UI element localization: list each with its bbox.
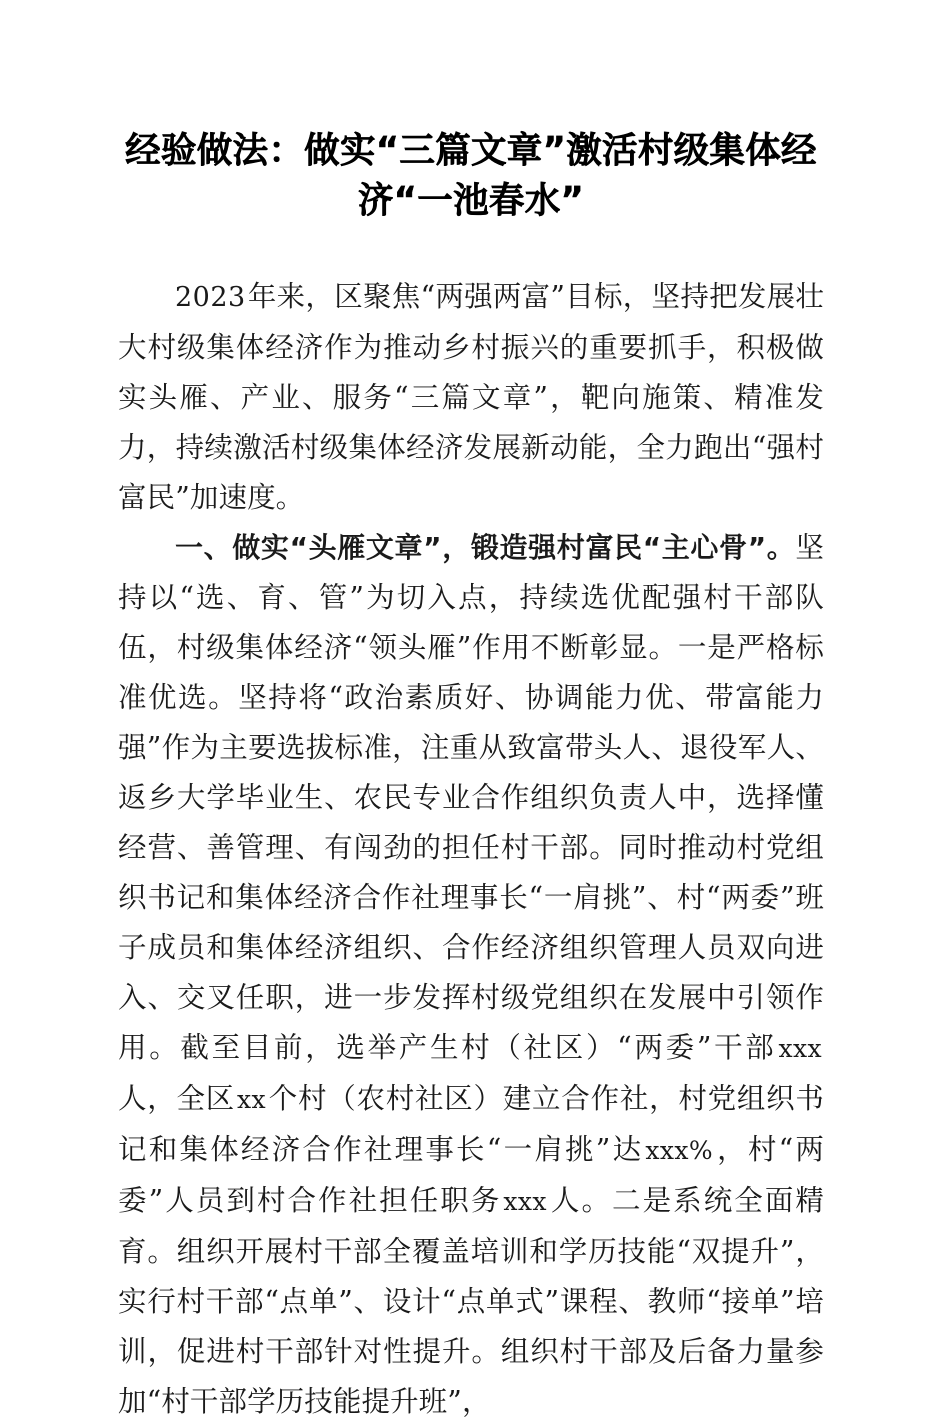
section-heading-inline: 一、做实“头雁文章”，锻造强村富民“主心骨”。 bbox=[175, 531, 796, 564]
value-placeholder: xxx% bbox=[645, 1136, 713, 1165]
year-value: 2023 bbox=[175, 282, 246, 313]
title-line-2: 济“一池春水” bbox=[357, 180, 585, 221]
paragraph-section-one bbox=[118, 523, 824, 1427]
value-placeholder: xxx bbox=[503, 1187, 547, 1216]
body-text: 人，全区 bbox=[118, 1082, 236, 1115]
value-placeholder: xx bbox=[237, 1085, 267, 1114]
body-text: ，村“两委”人员到村合作社担任职务 bbox=[118, 1133, 824, 1217]
value-placeholder: xxx bbox=[778, 1034, 822, 1063]
body-text: 个村（农村社区）建立合作社，村党组织书记和集体经济合作社理事长“一肩挑”达 bbox=[118, 1082, 824, 1166]
paragraph-intro bbox=[118, 272, 824, 523]
title-line-1: 经验做法：做实“三篇文章”激活村级集体经 bbox=[125, 130, 817, 171]
body-text: 坚持以“选、育、管”为切入点，持续选优配强村干部队伍，村级集体经济“领头雁”作用不断彰显。一是严格标准优选。坚持将“政治素质好、协调能力优、带富能力强”作为主要选拔标准，注重从致富带头人、退役军人、返乡大学毕业生、农民专业合作组织负责人中，选择懂经营、善管理、有闯劲的担任村干部。同时推动村党组织书记和集体经济合作社理事长“一肩挑”、村“两委”班子成员和集体经济组织、合作经济组织管理人员双向进入、交叉任职，进一步发挥村级党组织在发展中引领作用。截至目前，选举产生村（社区）“两委”干部 bbox=[118, 531, 824, 1064]
body-text: 年来，区聚焦“两强两富”目标，坚持把发展壮大村级集体经济作为推动乡村振兴的重要抓手，积极做实头雁、产业、服务“三篇文章”，靶向施策、精准发力，持续激活村级集体经济发展新动能，全力跑出“强村富民”加速度。 bbox=[118, 280, 824, 514]
document-body bbox=[118, 0, 824, 1427]
page-title bbox=[118, 0, 824, 226]
body-text: 人。二是系统全面精育。组织开展村干部全覆盖培训和学历技能“双提升”，实行村干部“点单”、设计“点单式”课程、教师“接单”培训，促进村干部针对性提升。组织村干部及后备力量参加“村干部学历技能提升班”， bbox=[118, 1184, 825, 1418]
